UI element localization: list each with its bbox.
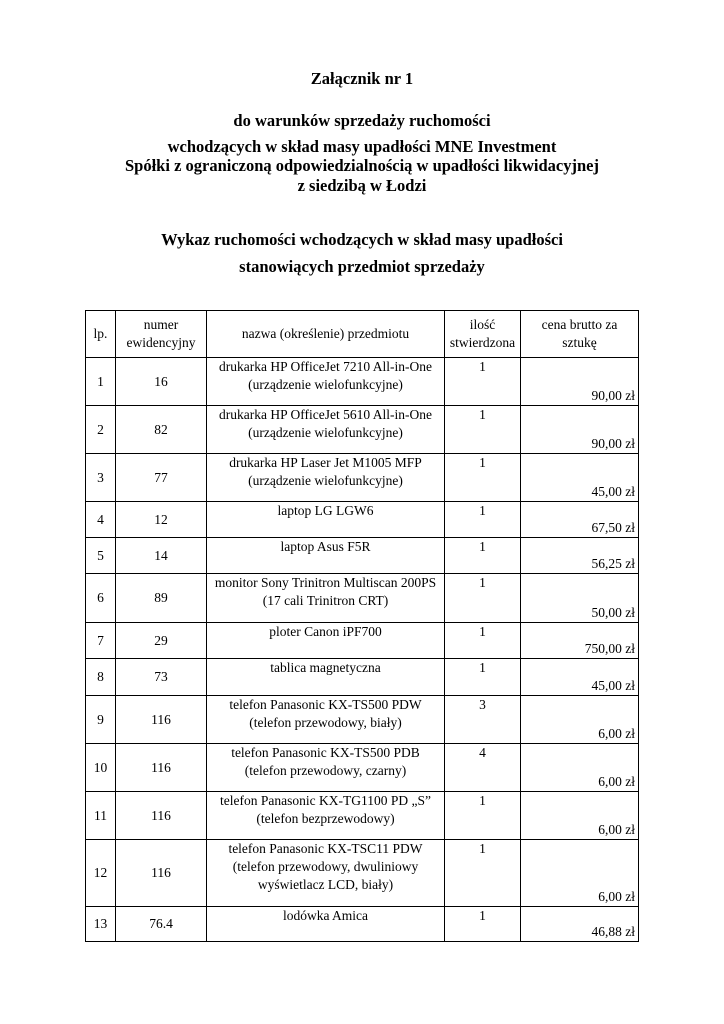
list-subtitle-line-2: stanowiących przedmiot sprzedaży <box>239 257 485 276</box>
row-item-name <box>207 696 445 744</box>
inventory-table <box>85 310 639 942</box>
row-item-name <box>207 358 445 406</box>
item-name-line: monitor Sony Trinitron Multiscan 200PS <box>214 575 437 590</box>
item-name-line: (urządzenie wielofunkcyjne) <box>248 377 403 392</box>
row-price: 67,50 zł <box>521 502 639 538</box>
row-inventory-number: 76.4 <box>116 907 207 942</box>
header-item-name: nazwa (określenie) przedmiotu <box>207 311 445 358</box>
row-quantity: 4 <box>445 744 521 792</box>
row-price: 46,88 zł <box>521 907 639 942</box>
table-row <box>86 659 639 696</box>
row-inventory-number: 116 <box>116 840 207 907</box>
row-lp: 2 <box>86 406 116 454</box>
row-quantity: 3 <box>445 696 521 744</box>
table-row <box>86 502 639 538</box>
item-name-line: ploter Canon iPF700 <box>269 624 382 639</box>
row-quantity: 1 <box>445 840 521 907</box>
row-quantity: 1 <box>445 454 521 502</box>
row-item-name <box>207 538 445 574</box>
table-row <box>86 792 639 840</box>
row-inventory-number: 116 <box>116 744 207 792</box>
row-inventory-number: 89 <box>116 574 207 623</box>
row-inventory-number: 116 <box>116 792 207 840</box>
row-inventory-number: 73 <box>116 659 207 696</box>
item-name-line: drukarka HP OfficeJet 5610 All-in-One <box>219 407 432 422</box>
row-price: 90,00 zł <box>521 358 639 406</box>
row-inventory-number: 29 <box>116 623 207 659</box>
row-quantity: 1 <box>445 792 521 840</box>
item-name-line: telefon Panasonic KX-TS500 PDB <box>231 745 420 760</box>
item-name-line: drukarka HP OfficeJet 7210 All-in-One <box>219 359 432 374</box>
item-name-line: (telefon przewodowy, biały) <box>249 715 402 730</box>
item-name-line: lodówka Amica <box>282 908 369 923</box>
row-item-name <box>207 792 445 840</box>
header-lp: lp. <box>86 311 116 358</box>
row-inventory-number: 12 <box>116 502 207 538</box>
table-row <box>86 907 639 942</box>
row-lp: 3 <box>86 454 116 502</box>
row-lp: 6 <box>86 574 116 623</box>
row-inventory-number: 77 <box>116 454 207 502</box>
row-price: 50,00 zł <box>521 574 639 623</box>
item-name-line: (telefon przewodowy, czarny) <box>244 763 407 778</box>
item-name-line: (17 cali Trinitron CRT) <box>262 593 389 608</box>
list-subtitle-line-1: Wykaz ruchomości wchodzących w skład masy upadłości <box>161 230 563 249</box>
item-name-line: telefon Panasonic KX-TG1100 PD „S” <box>220 793 431 808</box>
item-name-line: telefon Panasonic KX-TS500 PDW <box>229 697 422 712</box>
row-item-name <box>207 744 445 792</box>
row-price: 6,00 zł <box>521 840 639 907</box>
row-price: 6,00 zł <box>521 792 639 840</box>
row-item-name <box>207 574 445 623</box>
row-price: 45,00 zł <box>521 659 639 696</box>
item-name-line: drukarka HP Laser Jet M1005 MFP <box>229 455 422 470</box>
row-quantity: 1 <box>445 623 521 659</box>
row-quantity: 1 <box>445 538 521 574</box>
row-lp: 13 <box>86 907 116 942</box>
row-quantity: 1 <box>445 574 521 623</box>
row-price: 750,00 zł <box>521 623 639 659</box>
table-row <box>86 744 639 792</box>
row-price: 6,00 zł <box>521 696 639 744</box>
table-row <box>86 358 639 406</box>
row-price: 6,00 zł <box>521 744 639 792</box>
row-item-name <box>207 454 445 502</box>
row-price: 45,00 zł <box>521 454 639 502</box>
row-inventory-number: 116 <box>116 696 207 744</box>
table-row <box>86 840 639 907</box>
row-inventory-number: 14 <box>116 538 207 574</box>
document-heading-line-2: wchodzących w skład masy upadłości MNE Investment <box>167 137 557 156</box>
row-lp: 7 <box>86 623 116 659</box>
item-name-line: laptop LG LGW6 <box>277 503 374 518</box>
row-lp: 5 <box>86 538 116 574</box>
row-item-name <box>207 406 445 454</box>
row-quantity: 1 <box>445 907 521 942</box>
row-lp: 1 <box>86 358 116 406</box>
row-inventory-number: 82 <box>116 406 207 454</box>
item-name-line: tablica magnetyczna <box>270 660 381 675</box>
table-row <box>86 406 639 454</box>
header-number: numer ewidencyjny <box>116 311 207 358</box>
row-item-name <box>207 659 445 696</box>
row-item-name <box>207 840 445 907</box>
row-lp: 4 <box>86 502 116 538</box>
item-name-line: (telefon przewodowy, dwuliniowy <box>232 859 419 874</box>
row-inventory-number: 16 <box>116 358 207 406</box>
item-name-line: (telefon bezprzewodowy) <box>256 811 395 826</box>
item-name-line: wyświetlacz LCD, biały) <box>257 877 394 892</box>
row-lp: 11 <box>86 792 116 840</box>
item-name-line: laptop Asus F5R <box>280 539 371 554</box>
table-row <box>86 538 639 574</box>
table-row <box>86 454 639 502</box>
header-quantity: ilość stwierdzona <box>445 311 521 358</box>
row-quantity: 1 <box>445 502 521 538</box>
table-row <box>86 574 639 623</box>
table-header-row <box>86 311 639 358</box>
table-row <box>86 696 639 744</box>
document-title: Załącznik nr 1 <box>310 69 414 88</box>
row-price: 56,25 zł <box>521 538 639 574</box>
row-lp: 10 <box>86 744 116 792</box>
row-lp: 8 <box>86 659 116 696</box>
row-price: 90,00 zł <box>521 406 639 454</box>
item-name-line: (urządzenie wielofunkcyjne) <box>248 425 403 440</box>
row-lp: 9 <box>86 696 116 744</box>
row-item-name <box>207 502 445 538</box>
row-item-name <box>207 623 445 659</box>
item-name-line: (urządzenie wielofunkcyjne) <box>248 473 403 488</box>
document-heading-line-1: do warunków sprzedaży ruchomości <box>233 111 491 130</box>
row-lp: 12 <box>86 840 116 907</box>
header-price: cena brutto za sztukę <box>521 311 639 358</box>
document-heading-line-4: z siedzibą w Łodzi <box>297 176 427 195</box>
document-heading-line-3: Spółki z ograniczoną odpowiedzialnością w upadłości likwidacyjnej <box>125 156 599 175</box>
row-quantity: 1 <box>445 358 521 406</box>
row-quantity: 1 <box>445 659 521 696</box>
row-quantity: 1 <box>445 406 521 454</box>
table-row <box>86 623 639 659</box>
row-item-name <box>207 907 445 942</box>
item-name-line: telefon Panasonic KX-TSC11 PDW <box>228 841 423 856</box>
